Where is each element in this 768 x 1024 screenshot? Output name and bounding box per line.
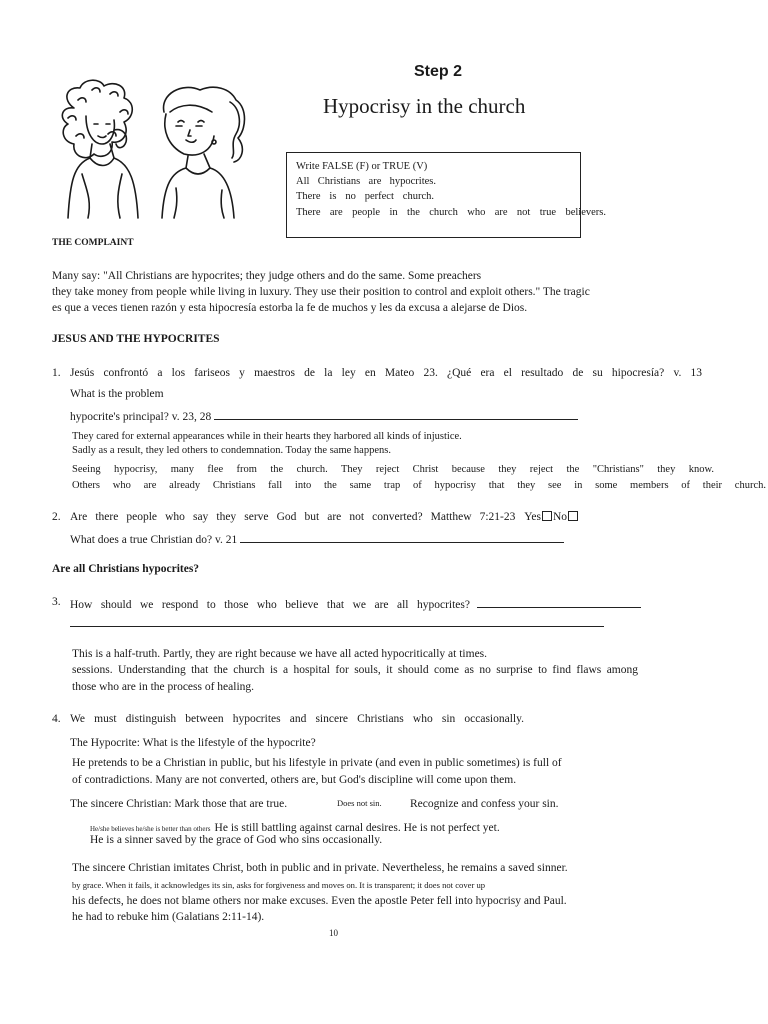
quiz-item-1: All Christians are hypocrites. (296, 176, 436, 187)
gossip-illustration (52, 78, 248, 226)
sincere-label: The sincere Christian: Mark those that are true. (70, 798, 288, 810)
closing-line-1: The sincere Christian imitates Christ, both in public and in private. Nevertheless, he remains a saved sinner. (72, 862, 568, 874)
closing-line-2: by grace. When it fails, it acknowledges its sin, asks for forgiveness and moves on. It is transparent; it does not cover up (72, 880, 486, 890)
q3-text: How should we respond to those who believe that we are all hypocrites? (70, 599, 470, 611)
page-number: 10 (329, 928, 338, 938)
closing-line-4: he had to rebuke him (Galatians 2:11-14). (72, 911, 265, 923)
q2-text: Are there people who say they serve God but are not converted? Matthew 7:21-23 (70, 511, 516, 523)
quiz-item-2: There is no perfect church. (296, 191, 434, 202)
are-all-heading: Are all Christians hypocrites? (52, 563, 200, 575)
quiz-item-3: There are people in the church who are not true believers. (296, 207, 606, 218)
q2-yes-label: Yes (524, 511, 541, 523)
q2-line-2 (70, 531, 564, 546)
q4-text: We must distinguish between hypocrites and sincere Christians who sin occasionally. (70, 713, 524, 725)
option-battling[interactable]: He is still battling against carnal desires. He is not perfect yet. (214, 822, 500, 834)
closing-line-3: his defects, he does not blame others nor make excuses. Even the apostle Peter fell into hypocrisy and Paul. (72, 895, 567, 907)
q2-text-line (70, 511, 579, 523)
option-saved[interactable]: He is a sinner saved by the grace of God who sins occasionally. (90, 834, 383, 846)
q2-no-label: No (553, 511, 568, 523)
complaint-line-3: es que a veces tienen razón y esta hipocresía estorba la fe de muchos y les da excusa a alejarse de Dios. (52, 302, 528, 314)
q3-number: 3. (52, 596, 61, 608)
q1-prompt: hypocrite's principal? v. 23, 28 (70, 411, 212, 423)
complaint-heading: THE COMPLAINT (52, 238, 134, 248)
q2-no-checkbox[interactable] (568, 511, 578, 521)
q1-answer-blank[interactable] (214, 408, 578, 420)
hypocrite-line-2: of contradictions. Many are not converted, others are, but God's discipline will come upon them. (72, 774, 517, 786)
option-better[interactable]: He/she believes he/she is better than others (90, 825, 211, 833)
q2-yes-checkbox[interactable] (542, 511, 552, 521)
q2-prompt: What does a true Christian do? v. 21 (70, 534, 238, 546)
q1-note-2: Sadly as a result, they led others to condemnation. Today the same happens. (72, 445, 391, 456)
q3-text-line (70, 596, 641, 611)
page-title: Hypocrisy in the church (323, 94, 526, 118)
step-label: Step 2 (414, 63, 463, 80)
option-recognize[interactable]: Recognize and confess your sin. (410, 798, 559, 810)
q1-text: Jesús confrontó a los fariseos y maestros de la ley en Mateo 23. ¿Qué era el resultado de su hipocresía? v. 13 (70, 367, 702, 379)
q1-number: 1. (52, 367, 61, 379)
q3-answer-blank-2[interactable] (70, 626, 604, 627)
option-not-sin[interactable]: Does not sin. (337, 798, 382, 808)
q1-note-3: Seeing hypocrisy, many flee from the church. They reject Christ because they reject the "Christians" they know. (72, 464, 714, 475)
q3-answer-2: sessions. Understanding that the church is a hospital for souls, it should come as no surprise to find flaws among (72, 664, 638, 676)
q3-answer-1: This is a half-truth. Partly, they are right because we have all acted hypocritically at times. (72, 648, 488, 660)
q1-note-1: They cared for external appearances while in their hearts they harbored all kinds of injustice. (72, 431, 462, 442)
q2-answer-blank[interactable] (240, 531, 564, 543)
q2-number: 2. (52, 511, 61, 523)
hypocrite-line-1: He pretends to be a Christian in public, but his lifestyle in private (and even in public sometimes) is full of (72, 757, 562, 769)
q3-answer-3: those who are in the process of healing. (72, 681, 255, 693)
q1-line-3 (70, 408, 578, 423)
complaint-line-2: they take money from people while living in luxury. They use their position to control and exploit others." The tragic (52, 286, 590, 298)
q3-answer-blank-1[interactable] (477, 596, 641, 608)
jesus-heading: JESUS AND THE HYPOCRITES (52, 333, 220, 345)
q1-note-4: Others who are already Christians fall into the same trap of hypocrisy that they see in some members of their church. (72, 480, 766, 491)
q1-line-2: What is the problem (70, 388, 164, 400)
quiz-instruction: Write FALSE (F) or TRUE (V) (296, 161, 428, 172)
complaint-line-1: Many say: "All Christians are hypocrites; they judge others and do the same. Some preachers (52, 270, 482, 282)
hypocrite-question: The Hypocrite: What is the lifestyle of the hypocrite? (70, 737, 316, 749)
q4-number: 4. (52, 713, 61, 725)
